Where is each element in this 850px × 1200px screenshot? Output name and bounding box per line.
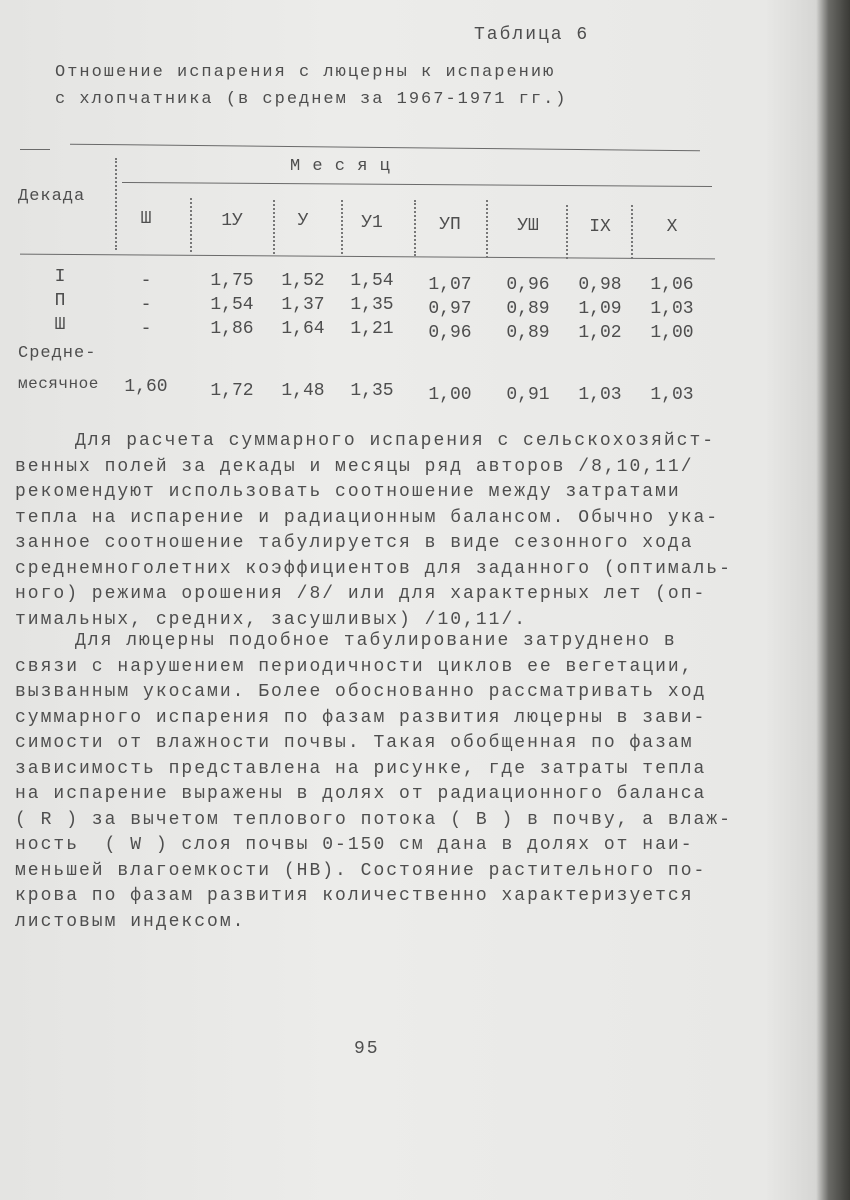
text-line: на испарение выражены в долях от радиационного баланса	[15, 784, 707, 804]
table-cell: 1,48	[281, 381, 325, 401]
column-divider	[631, 205, 633, 259]
column-header: Ш	[140, 209, 152, 229]
text-line: ного) режима орошения /8/ или для характерных лет (оп-	[15, 584, 707, 604]
column-divider	[566, 205, 568, 259]
table-cell: 1,03	[650, 299, 694, 319]
text-line: ность ( W ) слоя почвы 0-150 см дана в долях от наи-	[15, 835, 694, 855]
table-rule	[20, 149, 50, 150]
column-divider	[115, 158, 117, 250]
column-divider	[273, 200, 275, 254]
table-cell: 0,91	[506, 385, 550, 405]
table-cell: 0,96	[506, 275, 550, 295]
table-cell: 1,86	[210, 319, 254, 339]
column-divider	[190, 198, 192, 252]
table-cell: -	[140, 319, 152, 339]
text-line: зависимость представлена на рисунке, где затраты тепла	[15, 758, 707, 779]
column-divider	[486, 200, 488, 258]
text-line: рекомендуют использовать соотношение между затратами	[15, 482, 681, 502]
group-header: М е с я ц	[290, 157, 391, 176]
text-line: крова по фазам развития количественно характеризуется	[15, 886, 694, 906]
column-header: УП	[439, 215, 461, 235]
column-header: X	[666, 217, 678, 237]
table-cell: 1,02	[578, 323, 622, 343]
column-header: У	[297, 211, 309, 231]
table-cell: 1,06	[650, 275, 694, 295]
text-line: листовым индексом.	[15, 911, 246, 932]
table-cell: 1,00	[650, 323, 694, 343]
table-cell: -	[140, 295, 152, 315]
column-header: 1У	[221, 211, 243, 231]
row-label: I	[54, 267, 66, 287]
text-line: Для расчета суммарного испарения с сельскохозяйст-	[75, 431, 716, 451]
table-label: Таблица 6	[474, 25, 590, 45]
table-cell: 1,35	[350, 295, 394, 315]
table-cell: 1,54	[210, 295, 254, 315]
row-header: Декада	[18, 187, 86, 206]
table-rule	[122, 182, 712, 187]
table-cell: 1,00	[428, 385, 472, 405]
text-line: связи с нарушением периодичности циклов ее вегетации,	[15, 656, 694, 677]
table-cell: 1,35	[350, 381, 394, 401]
table-cell: 1,60	[124, 377, 168, 397]
row-label: П	[54, 291, 66, 311]
table-cell: 1,75	[210, 271, 254, 291]
text-line: среднемноголетних коэффициентов для заданного (оптималь-	[15, 558, 732, 579]
table-cell: 1,54	[350, 271, 394, 291]
page-number: 95	[354, 1039, 380, 1059]
table-cell: 1,07	[428, 275, 472, 295]
text-line: симости от влажности почвы. Такая обобщенная по фазам	[15, 733, 694, 753]
table-rule	[20, 254, 715, 260]
text-line: ( R ) за вычетом теплового потока ( B ) в почву, а влаж-	[15, 809, 732, 830]
column-header: У1	[361, 213, 383, 233]
table-cell: 0,89	[506, 299, 550, 319]
table-cell: 1,09	[578, 299, 622, 319]
table-rule	[70, 144, 700, 152]
table-cell: 1,37	[281, 295, 325, 315]
row-label: Средне-	[18, 344, 97, 363]
text-line: тепла на испарение и радиационным балансом. Обычно ука-	[15, 507, 720, 528]
table-cell: 0,97	[428, 299, 472, 319]
row-label: Ш	[54, 315, 66, 335]
text-line: вызванным укосами. Более обоснованно рассматривать ход	[15, 682, 707, 702]
text-line: занное соотношение табулируется в виде сезонного хода	[15, 533, 694, 553]
table-caption-line: Отношение испарения с люцерны к испарению	[55, 63, 556, 82]
column-divider	[414, 200, 416, 256]
table-cell: 0,98	[578, 275, 622, 295]
row-label: месячное	[18, 375, 99, 393]
table-caption-line: с хлопчатника (в среднем за 1967-1971 гг.)	[55, 90, 568, 109]
table-cell: 1,52	[281, 271, 325, 291]
text-line: меньшей влагоемкости (НВ). Состояние растительного по-	[15, 860, 707, 881]
table-cell: 1,03	[578, 385, 622, 405]
table-cell: 1,72	[210, 381, 254, 401]
table-cell: 0,96	[428, 323, 472, 343]
column-divider	[341, 200, 343, 254]
column-header: УШ	[517, 216, 539, 236]
table-cell: -	[140, 271, 152, 291]
table-cell: 0,89	[506, 323, 550, 343]
text-line: суммарного испарения по фазам развития люцерны в зави-	[15, 707, 707, 728]
table-cell: 1,21	[350, 319, 394, 339]
text-line: венных полей за декады и месяцы ряд авторов /8,10,11/	[15, 456, 694, 477]
column-header: IX	[589, 217, 611, 237]
text-line: тимальных, средних, засушливых) /10,11/.	[15, 609, 528, 630]
text-line: Для люцерны подобное табулирование затруднено в	[75, 631, 677, 651]
table-cell: 1,64	[281, 319, 325, 339]
table-cell: 1,03	[650, 385, 694, 405]
